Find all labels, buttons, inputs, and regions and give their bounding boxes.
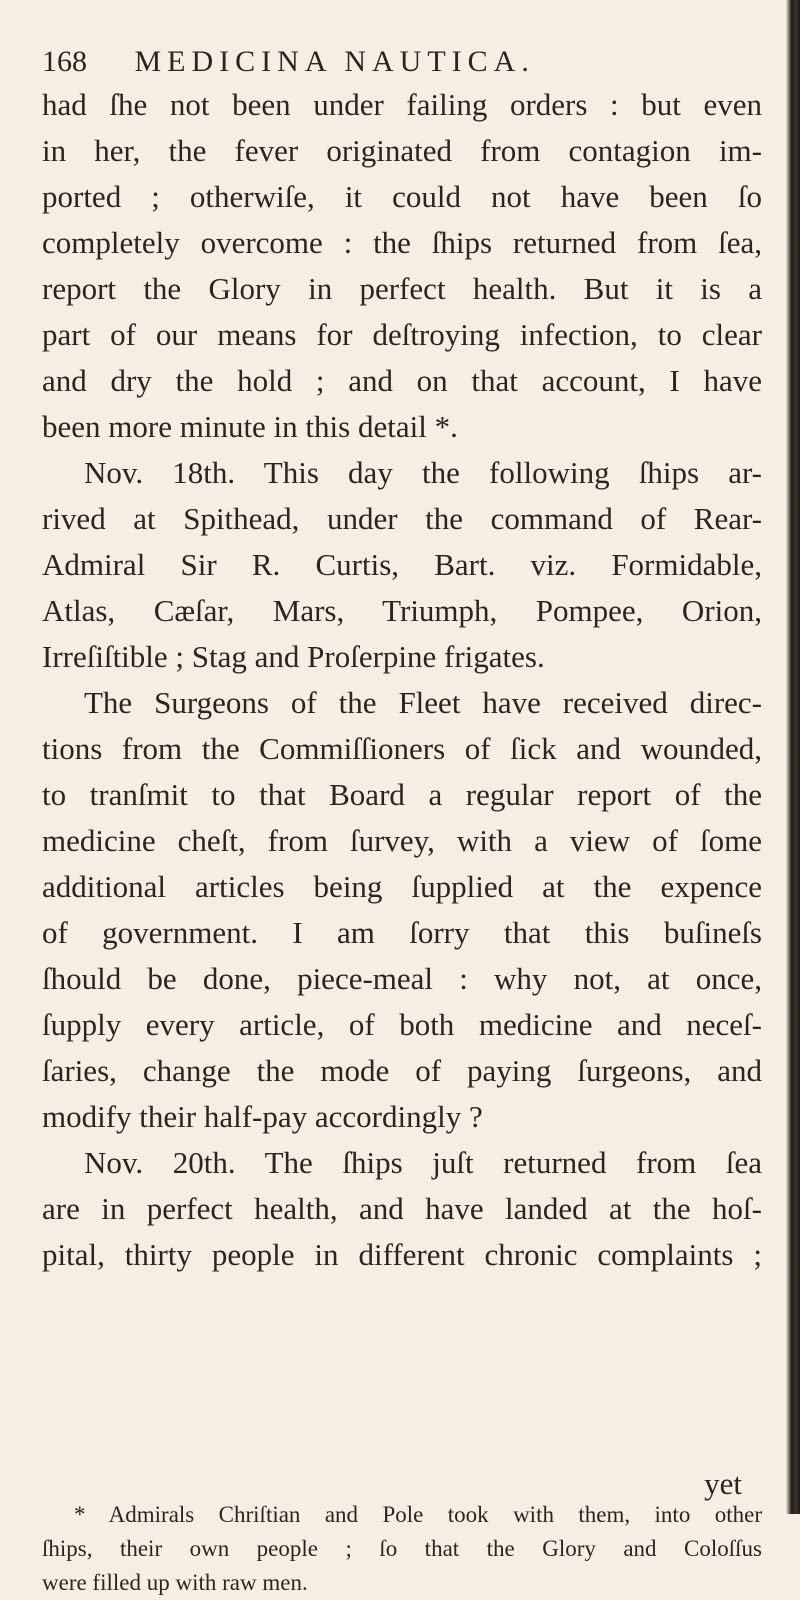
text-line: to tranſmit to that Board a regular report of the xyxy=(42,777,762,812)
text-line: had ſhe not been under failing orders : but even xyxy=(42,87,762,122)
text-line: are in perfect health, and have landed at the hoſ- xyxy=(42,1191,762,1226)
text-line: ported ; otherwiſe, it could not have been ſo xyxy=(42,179,762,214)
text-line: modify their half-pay accordingly ? xyxy=(42,1099,483,1134)
text-line: been more minute in this detail *. xyxy=(42,409,458,444)
text-line: ſupply every article, of both medicine and neceſ- xyxy=(42,1007,762,1042)
text-line: and dry the hold ; and on that account, I have xyxy=(42,363,762,398)
text-line: The Surgeons of the Fleet have received direc- xyxy=(84,685,762,720)
footnote-line: * Admirals Chriſtian and Pole took with them, into other xyxy=(74,1502,762,1527)
text-line: medicine cheſt, from ſurvey, with a view of ſome xyxy=(42,823,762,858)
text-line: of government. I am ſorry that this buſineſs xyxy=(42,915,762,950)
text-line: Atlas, Cæſar, Mars, Triumph, Pompee, Orion, xyxy=(42,593,762,628)
paragraph-3 xyxy=(42,680,762,1140)
text-line: Nov. 18th. This day the following ſhips ar- xyxy=(84,455,762,490)
text-line: part of our means for deſtroying infection, to clear xyxy=(42,317,762,352)
text-line: tions from the Commiſſioners of ſick and wounded, xyxy=(42,731,762,766)
footnote xyxy=(42,1498,762,1600)
text-line: Admiral Sir R. Curtis, Bart. viz. Formidable, xyxy=(42,547,762,582)
text-line: report the Glory in perfect health. But it is a xyxy=(42,271,762,306)
text-line: rived at Spithead, under the command of Rear- xyxy=(42,501,762,536)
text-line: ſaries, change the mode of paying ſurgeons, and xyxy=(42,1053,762,1088)
paragraph-4 xyxy=(42,1140,762,1278)
footnote-line: were filled up with raw men. xyxy=(42,1570,308,1595)
footnote-line: ſhips, their own people ; ſo that the Glory and Coloſſus xyxy=(42,1536,762,1561)
text-line: ſhould be done, piece-meal : why not, at once, xyxy=(42,961,762,996)
page-edge xyxy=(786,0,800,1514)
paragraph-2 xyxy=(42,450,762,680)
text-line: additional articles being ſupplied at the expence xyxy=(42,869,762,904)
text-line: completely overcome : the ſhips returned from ſea, xyxy=(42,225,762,260)
catchword: yet xyxy=(704,1466,742,1501)
text-line: Irreſiſtible ; Stag and Proſerpine frigates. xyxy=(42,639,545,674)
page-header xyxy=(42,44,742,80)
running-title: MEDICINA NAUTICA. xyxy=(134,45,535,78)
paragraph-1 xyxy=(42,82,762,450)
body-text xyxy=(42,82,762,1278)
text-line: in her, the fever originated from contagion im- xyxy=(42,133,762,168)
page-number: 168 xyxy=(42,45,87,78)
text-line: Nov. 20th. The ſhips juſt returned from ſea xyxy=(84,1145,762,1180)
text-line: pital, thirty people in different chronic complaints ; xyxy=(42,1237,762,1272)
